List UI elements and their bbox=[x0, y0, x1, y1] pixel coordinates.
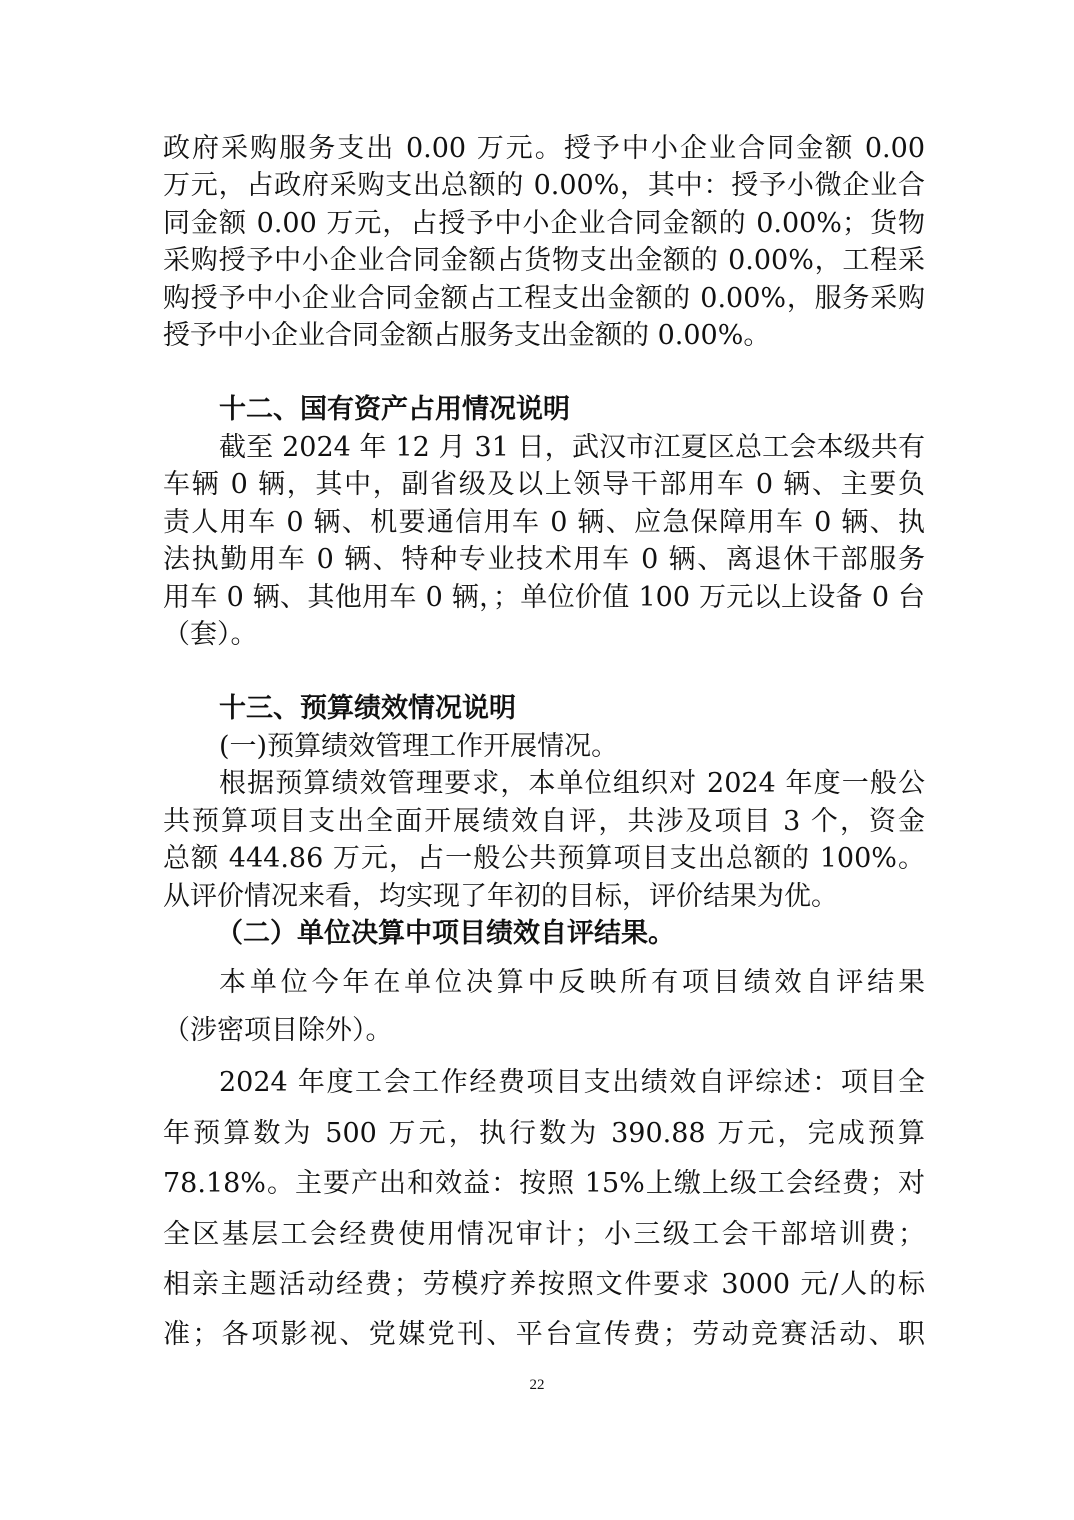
paragraph-line: 共预算项目支出全面开展绩效自评，共涉及项目 3 个，资金 bbox=[163, 806, 925, 837]
paragraph-line: 本单位今年在单位决算中反映所有项目绩效自评结果 bbox=[219, 967, 925, 998]
paragraph-line: 采购授予中小企业合同金额占货物支出金额的 0.00%，工程采 bbox=[163, 245, 925, 276]
paragraph-line: 截至 2024 年 12 月 31 日，武汉市江夏区总工会本级共有 bbox=[219, 432, 925, 463]
paragraph-line: 万元，占政府采购支出总额的 0.00%，其中：授予小微企业合 bbox=[163, 170, 925, 201]
paragraph-line: 总额 444.86 万元，占一般公共预算项目支出总额的 100%。 bbox=[163, 843, 925, 874]
subsection-heading: (一)预算绩效管理工作开展情况。 bbox=[219, 731, 619, 762]
paragraph-line: 同金额 0.00 万元，占授予中小企业合同金额的 0.00%；货物 bbox=[163, 208, 925, 239]
paragraph-line: 法执勤用车 0 辆、特种专业技术用车 0 辆、离退休干部服务 bbox=[163, 544, 925, 575]
paragraph-line: （套）。 bbox=[163, 619, 258, 650]
page-number: 22 bbox=[529, 1377, 545, 1393]
paragraph-line: 购授予中小企业合同金额占工程支出金额的 0.00%，服务采购 bbox=[163, 283, 925, 314]
paragraph-line: 用车 0 辆、其他用车 0 辆，；单位价值 100 万元以上设备 0 台 bbox=[163, 582, 925, 613]
paragraph-line: 责人用车 0 辆、机要通信用车 0 辆、应急保障用车 0 辆、执 bbox=[163, 507, 925, 538]
paragraph-line: 政府采购服务支出 0.00 万元。授予中小企业合同金额 0.00 bbox=[163, 133, 925, 164]
subsection-heading: （二）单位决算中项目绩效自评结果。 bbox=[216, 918, 675, 949]
paragraph-line: 根据预算绩效管理要求，本单位组织对 2024 年度一般公 bbox=[219, 768, 925, 799]
section-heading: 十三、预算绩效情况说明 bbox=[219, 693, 516, 724]
section-heading: 十二、国有资产占用情况说明 bbox=[219, 394, 570, 425]
paragraph-line: （涉密项目除外）。 bbox=[163, 1015, 393, 1046]
paragraph-line: 车辆 0 辆，其中，副省级及以上领导干部用车 0 辆、主要负 bbox=[163, 469, 925, 500]
paragraph-line: 2024 年度工会工作经费项目支出绩效自评综述：项目全 bbox=[219, 1067, 925, 1098]
paragraph-line: 年预算数为 500 万元，执行数为 390.88 万元，完成预算 bbox=[163, 1118, 925, 1149]
paragraph-line: 从评价情况来看，均实现了年初的目标，评价结果为优。 bbox=[163, 881, 838, 912]
paragraph-line: 78.18%。主要产出和效益：按照 15%上缴上级工会经费；对 bbox=[163, 1168, 925, 1199]
paragraph-line: 准；各项影视、党媒党刊、平台宣传费；劳动竞赛活动、职 bbox=[163, 1319, 925, 1350]
paragraph-line: 授予中小企业合同金额占服务支出金额的 0.00%。 bbox=[163, 320, 771, 351]
paragraph-line: 相亲主题活动经费；劳模疗养按照文件要求 3000 元/人的标 bbox=[163, 1269, 925, 1300]
paragraph-line: 全区基层工会经费使用情况审计；小三级工会干部培训费； bbox=[163, 1219, 925, 1250]
